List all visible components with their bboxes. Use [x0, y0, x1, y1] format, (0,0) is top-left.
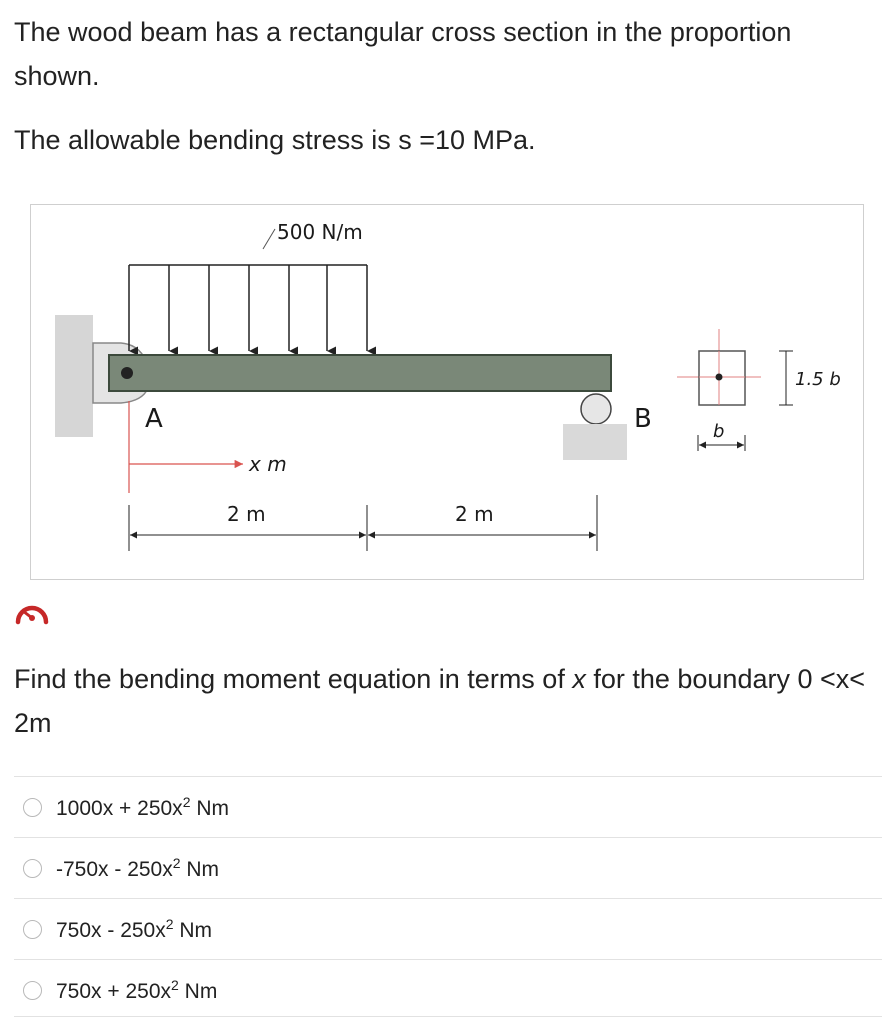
allowable-stress: The allowable bending stress is s =10 MPa.	[14, 125, 536, 155]
support-a-label: A	[145, 404, 163, 434]
load-leader	[263, 229, 275, 249]
section-width-label: b	[713, 421, 725, 442]
radio-option-3[interactable]	[23, 920, 42, 939]
option-1-label[interactable]: $1000x + 250x^2$ Nm	[56, 793, 229, 820]
radio-option-2[interactable]	[23, 859, 42, 878]
section-height-label: 1.5 b	[795, 369, 841, 390]
options-divider	[14, 1016, 882, 1017]
span2-label: 2 m	[455, 502, 494, 526]
question-prefix: Find the bending moment equation in terms of	[14, 664, 573, 694]
beam	[109, 355, 611, 391]
cross-section	[677, 329, 793, 451]
radio-option-1[interactable]	[23, 798, 42, 817]
pin-a	[121, 367, 133, 379]
roller-base	[563, 424, 627, 460]
beam-figure	[30, 204, 864, 580]
option-2[interactable]	[14, 837, 882, 898]
option-4-label[interactable]: $750x + 250x^2$ Nm	[56, 976, 218, 1003]
wall-support	[55, 315, 93, 437]
option-1[interactable]	[14, 776, 882, 837]
option-2-label[interactable]: $-750x - 250x^2$ Nm	[56, 854, 220, 881]
answer-options	[14, 776, 882, 1020]
span1-label: 2 m	[227, 502, 266, 526]
x-label: x m	[249, 452, 287, 476]
question-suffix: for the boundary 0 <x< 2m	[14, 664, 866, 738]
option-3[interactable]	[14, 898, 882, 959]
roller-b	[581, 394, 611, 424]
option-3-label[interactable]: $750x - 250x^2$ Nm	[56, 915, 213, 942]
radio-option-4[interactable]	[23, 981, 42, 1000]
load-arrows	[129, 265, 367, 351]
beam-diagram	[31, 205, 863, 579]
problem-intro: The wood beam has a rectangular cross section in the proportion shown.	[14, 17, 792, 91]
support-b-label: B	[634, 404, 652, 434]
load-label: 500 N/m	[277, 220, 363, 244]
question-text	[14, 657, 874, 745]
difficulty-gauge-icon	[12, 598, 52, 626]
question-variable: x	[572, 664, 586, 694]
option-4[interactable]	[14, 959, 882, 1020]
